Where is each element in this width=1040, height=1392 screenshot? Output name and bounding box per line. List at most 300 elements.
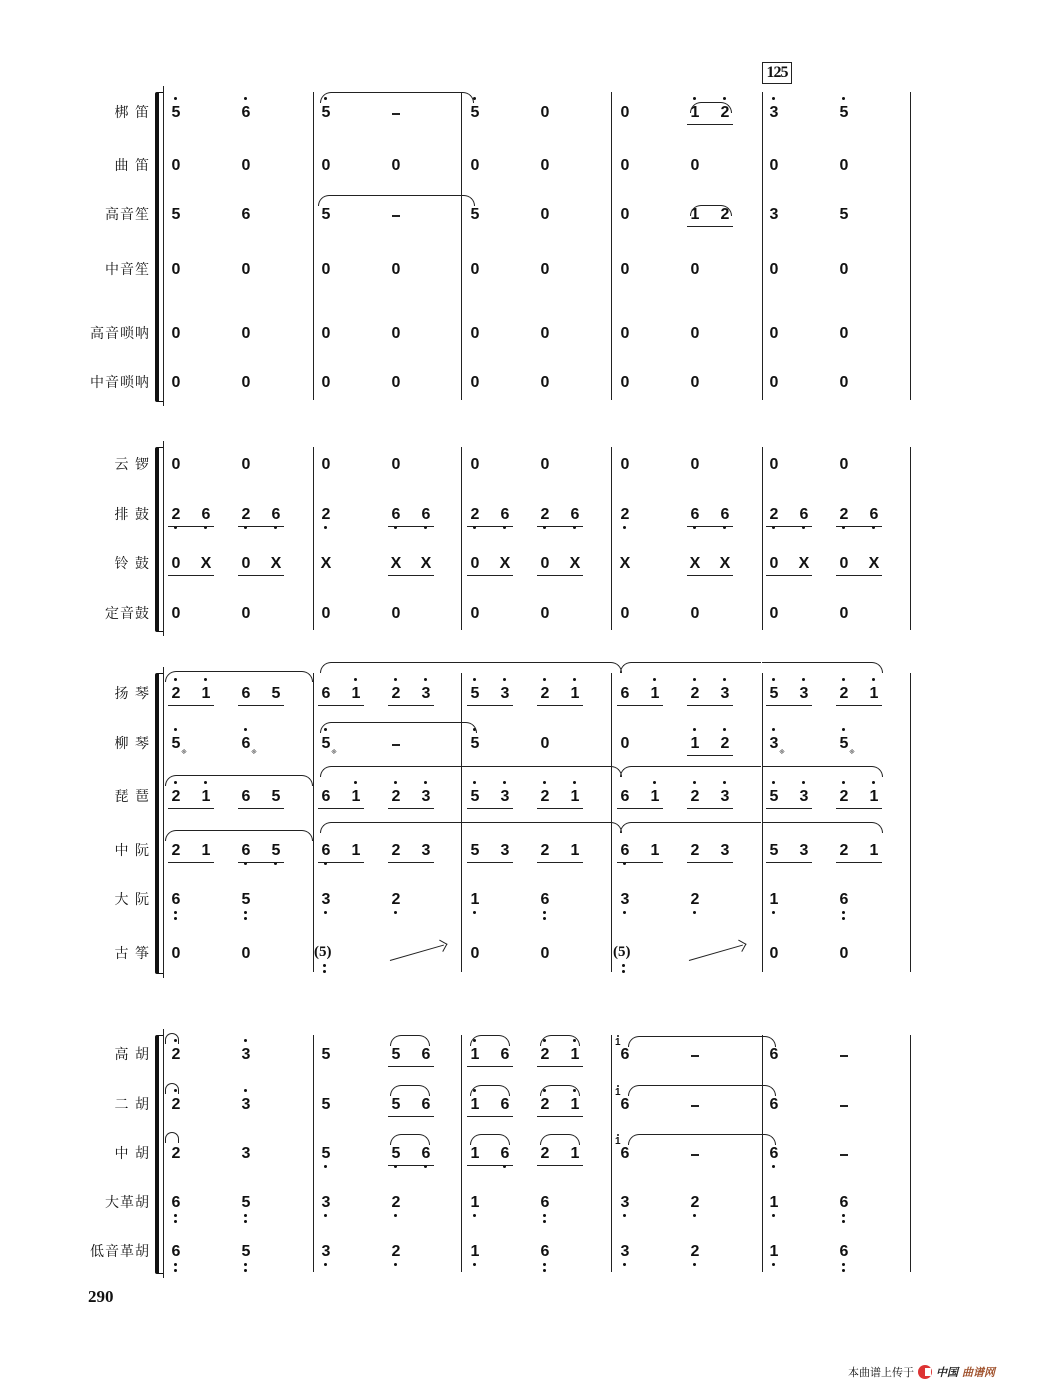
note: 0 bbox=[620, 456, 630, 473]
tremolo-icon: ≡ bbox=[179, 746, 189, 757]
octave-up-dot bbox=[802, 781, 805, 784]
slur-tie bbox=[690, 205, 732, 216]
note: X bbox=[689, 555, 701, 572]
octave-down-dot bbox=[244, 1220, 247, 1223]
note: X bbox=[569, 555, 581, 572]
note: 0 bbox=[171, 374, 181, 391]
eighth-beam bbox=[617, 862, 663, 863]
slur-tie bbox=[320, 822, 471, 833]
eighth-beam bbox=[766, 862, 812, 863]
note: 1 bbox=[467, 890, 483, 910]
eighth-beam bbox=[238, 575, 284, 576]
octave-down-dot bbox=[323, 970, 326, 973]
note: 6 bbox=[168, 890, 184, 910]
note: 6 bbox=[497, 505, 513, 525]
octave-down-dot bbox=[543, 1269, 546, 1272]
bar-line bbox=[910, 447, 911, 630]
instrument-label: 高音笙 bbox=[105, 207, 150, 223]
slur-tie bbox=[165, 1132, 179, 1143]
slur-tie bbox=[762, 766, 883, 777]
note: 0 bbox=[391, 605, 401, 622]
note: 0 bbox=[540, 261, 550, 278]
instrument-label: 大革胡 bbox=[105, 1195, 150, 1211]
octave-up-dot bbox=[354, 678, 357, 681]
slur-tie bbox=[540, 1134, 580, 1145]
note: 2 bbox=[836, 787, 852, 807]
note: 0 bbox=[769, 605, 779, 622]
bar-line bbox=[910, 92, 911, 400]
note: 6 bbox=[238, 841, 254, 861]
eighth-beam bbox=[238, 705, 284, 706]
eighth-beam bbox=[836, 575, 882, 576]
octave-up-dot bbox=[354, 781, 357, 784]
note: 6 bbox=[241, 788, 251, 805]
octave-up-dot bbox=[842, 97, 845, 100]
note: 0 bbox=[839, 456, 849, 473]
note: 2 bbox=[540, 1145, 550, 1162]
note: 1 bbox=[348, 684, 364, 704]
slur-tie bbox=[620, 822, 761, 833]
note: 2 bbox=[687, 890, 703, 910]
eighth-beam bbox=[537, 862, 583, 863]
note: 3 bbox=[241, 1145, 251, 1162]
octave-up-dot bbox=[424, 678, 427, 681]
octave-up-dot bbox=[617, 1035, 619, 1037]
note: 5 bbox=[467, 103, 483, 123]
octave-up-dot bbox=[772, 781, 775, 784]
octave-up-dot bbox=[503, 781, 506, 784]
note: 0 bbox=[470, 325, 480, 342]
note: 1 bbox=[687, 103, 703, 123]
slur-tie bbox=[628, 1085, 776, 1096]
octave-up-dot bbox=[244, 1039, 247, 1042]
octave-down-dot bbox=[394, 1214, 397, 1217]
note: 2 bbox=[391, 842, 401, 859]
note: 2 bbox=[238, 505, 254, 525]
octave-up-dot bbox=[573, 678, 576, 681]
tremolo-icon: ≡ bbox=[249, 746, 259, 757]
note: 5 bbox=[318, 103, 334, 123]
bar-line bbox=[461, 1035, 462, 1272]
note: 0 bbox=[769, 157, 779, 174]
note: 2 bbox=[687, 787, 703, 807]
octave-down-dot bbox=[772, 1165, 775, 1168]
sustain-dash bbox=[392, 744, 400, 746]
bar-line bbox=[313, 673, 314, 972]
instrument-label: 梆 笛 bbox=[114, 105, 150, 121]
octave-down-dot bbox=[244, 911, 247, 914]
eighth-beam bbox=[388, 705, 434, 706]
bar-line bbox=[313, 92, 314, 400]
note: 6 bbox=[620, 685, 630, 702]
note: 0 bbox=[321, 605, 331, 622]
slur-tie bbox=[165, 775, 313, 786]
eighth-beam bbox=[687, 862, 733, 863]
note: 2 bbox=[388, 684, 404, 704]
site-logo-icon bbox=[918, 1365, 932, 1379]
note: 0 bbox=[540, 157, 550, 174]
octave-down-dot bbox=[543, 1220, 546, 1223]
note: 0 bbox=[171, 945, 181, 962]
octave-up-dot bbox=[723, 728, 726, 731]
note: 6 bbox=[241, 685, 251, 702]
eighth-beam bbox=[537, 1116, 583, 1117]
bar-line bbox=[611, 1035, 612, 1272]
octave-up-dot bbox=[772, 728, 775, 731]
slur-tie bbox=[540, 1085, 580, 1096]
note: 0 bbox=[241, 456, 251, 473]
note: 2 bbox=[717, 734, 733, 754]
octave-up-dot bbox=[693, 678, 696, 681]
note: 2 bbox=[537, 787, 553, 807]
rehearsal-mark: 125 bbox=[762, 62, 792, 84]
sustain-dash bbox=[840, 1154, 848, 1156]
octave-up-dot bbox=[543, 781, 546, 784]
note: 0 bbox=[321, 374, 331, 391]
octave-up-dot bbox=[772, 97, 775, 100]
octave-up-dot bbox=[693, 781, 696, 784]
bar-line bbox=[313, 447, 314, 630]
note: 2 bbox=[690, 842, 700, 859]
note: 0 bbox=[391, 456, 401, 473]
octave-down-dot bbox=[543, 911, 546, 914]
note: 6 bbox=[836, 1242, 852, 1262]
note: 1 bbox=[351, 842, 361, 859]
octave-down-dot bbox=[324, 911, 327, 914]
note: 3 bbox=[318, 1193, 334, 1213]
octave-up-dot bbox=[723, 97, 726, 100]
bar-line bbox=[910, 1035, 911, 1272]
note: 0 bbox=[470, 261, 480, 278]
octave-down-dot bbox=[623, 911, 626, 914]
instrument-label: 高音唢呐 bbox=[90, 326, 150, 342]
octave-down-dot bbox=[394, 1263, 397, 1266]
octave-down-dot bbox=[244, 1214, 247, 1217]
note: 6 bbox=[717, 505, 733, 525]
slur-tie bbox=[620, 766, 761, 777]
eighth-beam bbox=[168, 575, 214, 576]
note: 5 bbox=[388, 1144, 404, 1164]
note: 6 bbox=[620, 788, 630, 805]
instrument-label: 扬 琴 bbox=[114, 686, 150, 702]
note: X bbox=[200, 555, 212, 572]
note: 3 bbox=[796, 684, 812, 704]
note: 6 bbox=[241, 206, 251, 223]
note: X bbox=[798, 555, 810, 572]
note: 2 bbox=[388, 1193, 404, 1213]
note: 1 bbox=[690, 206, 700, 223]
bar-line bbox=[461, 447, 462, 630]
instrument-label: 二 胡 bbox=[114, 1097, 150, 1113]
note: 2 bbox=[388, 1242, 404, 1262]
instrument-label: 中音唢呐 bbox=[90, 375, 150, 391]
note: 5 bbox=[470, 842, 480, 859]
note: 1 bbox=[766, 1193, 782, 1213]
note: 1 bbox=[766, 890, 782, 910]
instrument-label: 琵 琶 bbox=[114, 789, 150, 805]
note: 0 bbox=[171, 605, 181, 622]
note: 1 bbox=[567, 1095, 583, 1115]
sustain-dash bbox=[691, 1055, 699, 1057]
system-line bbox=[163, 441, 164, 636]
octave-up-dot bbox=[842, 781, 845, 784]
eighth-beam bbox=[467, 1165, 513, 1166]
eighth-beam bbox=[467, 808, 513, 809]
note: 0 bbox=[620, 206, 630, 223]
note: 2 bbox=[537, 684, 553, 704]
note: 0 bbox=[241, 325, 251, 342]
slur-tie bbox=[470, 1085, 510, 1096]
eighth-beam bbox=[467, 862, 513, 863]
note: 0 bbox=[171, 555, 181, 572]
eighth-beam bbox=[168, 862, 214, 863]
system-line bbox=[163, 1029, 164, 1278]
note: 0 bbox=[839, 374, 849, 391]
note: 5 bbox=[470, 206, 480, 223]
note: 0 bbox=[470, 605, 480, 622]
note: 1 bbox=[567, 1045, 583, 1065]
bar-line bbox=[762, 92, 763, 400]
eighth-beam bbox=[467, 526, 513, 527]
note: 6 bbox=[796, 505, 812, 525]
eighth-beam bbox=[467, 575, 513, 576]
eighth-beam bbox=[836, 705, 882, 706]
octave-up-dot bbox=[543, 678, 546, 681]
octave-up-dot bbox=[573, 781, 576, 784]
note: 3 bbox=[717, 787, 733, 807]
note: 0 bbox=[769, 325, 779, 342]
octave-down-dot bbox=[473, 1214, 476, 1217]
note: 5 bbox=[467, 734, 483, 754]
note: 6 bbox=[769, 1096, 779, 1113]
note: 6 bbox=[318, 841, 334, 861]
note: 6 bbox=[238, 103, 254, 123]
bar-line bbox=[910, 673, 911, 972]
tremolo-icon: ≡ bbox=[847, 746, 857, 757]
eighth-beam bbox=[836, 808, 882, 809]
note: 1 bbox=[198, 684, 214, 704]
octave-down-dot bbox=[623, 1263, 626, 1266]
note: 5 bbox=[836, 734, 852, 754]
octave-down-dot bbox=[622, 970, 625, 973]
note: 5 bbox=[839, 206, 849, 223]
note: 1 bbox=[467, 1045, 483, 1065]
slur-tie bbox=[470, 1134, 510, 1145]
note: 6 bbox=[537, 890, 553, 910]
note: 6 bbox=[321, 685, 331, 702]
note: 0 bbox=[470, 555, 480, 572]
note: 2 bbox=[467, 505, 483, 525]
note: 0 bbox=[470, 374, 480, 391]
note: 3 bbox=[766, 103, 782, 123]
grace-note: 1 bbox=[615, 1136, 621, 1147]
slur-tie bbox=[390, 1134, 430, 1145]
note: 1 bbox=[348, 787, 364, 807]
note: 3 bbox=[769, 206, 779, 223]
note: 6 bbox=[836, 1193, 852, 1213]
note: 5 bbox=[168, 103, 184, 123]
note: 3 bbox=[617, 1242, 633, 1262]
note: 0 bbox=[690, 157, 700, 174]
note: 5 bbox=[467, 684, 483, 704]
note: 5 bbox=[268, 841, 284, 861]
sustain-dash bbox=[392, 113, 400, 115]
note: 0 bbox=[690, 325, 700, 342]
eighth-beam bbox=[687, 526, 733, 527]
note: 2 bbox=[720, 206, 730, 223]
instrument-label: 大 阮 bbox=[114, 892, 150, 908]
note: 6 bbox=[537, 1242, 553, 1262]
note: 6 bbox=[537, 1193, 553, 1213]
note: 0 bbox=[540, 945, 550, 962]
eighth-beam bbox=[687, 575, 733, 576]
note: 2 bbox=[687, 1193, 703, 1213]
instrument-label: 排 鼓 bbox=[114, 507, 150, 523]
note: 6 bbox=[620, 1096, 630, 1113]
octave-down-dot bbox=[473, 911, 476, 914]
octave-down-dot bbox=[543, 1263, 546, 1266]
note: 6 bbox=[620, 1046, 630, 1063]
note: 6 bbox=[836, 890, 852, 910]
octave-down-dot bbox=[772, 911, 775, 914]
page-number: 290 bbox=[88, 1287, 114, 1306]
octave-up-dot bbox=[842, 678, 845, 681]
slur-tie bbox=[390, 1035, 430, 1046]
note: X bbox=[420, 555, 432, 572]
slur-tie bbox=[762, 662, 883, 673]
sustain-dash bbox=[691, 1154, 699, 1156]
note: 3 bbox=[799, 842, 809, 859]
note: 6 bbox=[500, 1046, 510, 1063]
eighth-beam bbox=[168, 705, 214, 706]
octave-down-dot bbox=[244, 917, 247, 920]
note: 0 bbox=[839, 261, 849, 278]
note: 3 bbox=[238, 1095, 254, 1115]
octave-down-dot bbox=[772, 1214, 775, 1217]
octave-up-dot bbox=[723, 678, 726, 681]
eighth-beam bbox=[168, 808, 214, 809]
octave-up-dot bbox=[842, 728, 845, 731]
note: 6 bbox=[168, 1242, 184, 1262]
eighth-beam bbox=[238, 862, 284, 863]
eighth-beam bbox=[766, 705, 812, 706]
octave-down-dot bbox=[174, 1269, 177, 1272]
note: X bbox=[270, 555, 282, 572]
eighth-beam bbox=[687, 124, 733, 125]
note: 2 bbox=[168, 1045, 184, 1065]
slur-tie bbox=[628, 1134, 776, 1145]
octave-up-dot bbox=[174, 97, 177, 100]
grace-note: 1 bbox=[615, 1087, 621, 1098]
bar-line bbox=[313, 1035, 314, 1272]
note: 5 bbox=[168, 734, 184, 754]
note: 3 bbox=[766, 734, 782, 754]
octave-up-dot bbox=[394, 678, 397, 681]
octave-down-dot bbox=[174, 917, 177, 920]
note: 0 bbox=[620, 261, 630, 278]
note: 6 bbox=[421, 1046, 431, 1063]
slur-tie bbox=[690, 102, 732, 113]
slur-tie bbox=[318, 195, 475, 206]
note: 0 bbox=[839, 325, 849, 342]
note: 6 bbox=[321, 788, 331, 805]
note: 1 bbox=[647, 684, 663, 704]
octave-up-dot bbox=[723, 781, 726, 784]
octave-up-dot bbox=[244, 728, 247, 731]
octave-up-dot bbox=[473, 678, 476, 681]
note: 6 bbox=[769, 1046, 779, 1063]
note: 2 bbox=[836, 505, 852, 525]
note: 6 bbox=[418, 1144, 434, 1164]
note: 0 bbox=[769, 945, 779, 962]
octave-down-dot bbox=[842, 1263, 845, 1266]
note: 0 bbox=[690, 261, 700, 278]
note: 0 bbox=[391, 261, 401, 278]
eighth-beam bbox=[168, 526, 214, 527]
note: 2 bbox=[836, 684, 852, 704]
instrument-label: 古 筝 bbox=[114, 946, 150, 962]
note: 0 bbox=[620, 104, 630, 121]
note: 0 bbox=[540, 325, 550, 342]
instrument-label: 中 阮 bbox=[114, 843, 150, 859]
note: 1 bbox=[567, 684, 583, 704]
note: 6 bbox=[268, 505, 284, 525]
note: 6 bbox=[418, 505, 434, 525]
slur-tie bbox=[470, 1035, 510, 1046]
note: 2 bbox=[717, 103, 733, 123]
note: 3 bbox=[318, 1242, 334, 1262]
slur-tie bbox=[165, 1033, 179, 1044]
note: 2 bbox=[168, 787, 184, 807]
sustain-dash bbox=[691, 1105, 699, 1107]
slur-tie bbox=[165, 830, 313, 841]
bar-line bbox=[762, 447, 763, 630]
note: 0 bbox=[470, 945, 480, 962]
note: 5 bbox=[318, 1144, 334, 1164]
note: 0 bbox=[540, 374, 550, 391]
note: 0 bbox=[321, 261, 331, 278]
note: 0 bbox=[321, 456, 331, 473]
note: 0 bbox=[839, 605, 849, 622]
octave-down-dot bbox=[693, 1214, 696, 1217]
note: X bbox=[868, 555, 880, 572]
note: 1 bbox=[650, 842, 660, 859]
slur-tie bbox=[540, 1035, 580, 1046]
eighth-beam bbox=[467, 1066, 513, 1067]
note: 5 bbox=[769, 842, 779, 859]
octave-up-dot bbox=[244, 1089, 247, 1092]
note: 0 bbox=[690, 374, 700, 391]
octave-up-dot bbox=[653, 678, 656, 681]
note: 0 bbox=[391, 157, 401, 174]
slur-tie bbox=[320, 722, 477, 733]
eighth-beam bbox=[537, 808, 583, 809]
octave-down-dot bbox=[174, 911, 177, 914]
note: 1 bbox=[567, 787, 583, 807]
eighth-beam bbox=[836, 862, 882, 863]
note: 1 bbox=[570, 1145, 580, 1162]
octave-down-dot bbox=[324, 1165, 327, 1168]
note: 0 bbox=[540, 456, 550, 473]
instrument-label: 铃 鼓 bbox=[114, 556, 150, 572]
brand-name-accent: 曲谱网 bbox=[962, 1366, 995, 1379]
eighth-beam bbox=[766, 808, 812, 809]
instrument-label: 中 胡 bbox=[114, 1146, 150, 1162]
note: 6 bbox=[567, 505, 583, 525]
note: 2 bbox=[388, 890, 404, 910]
note: 0 bbox=[690, 456, 700, 473]
bar-line bbox=[611, 447, 612, 630]
